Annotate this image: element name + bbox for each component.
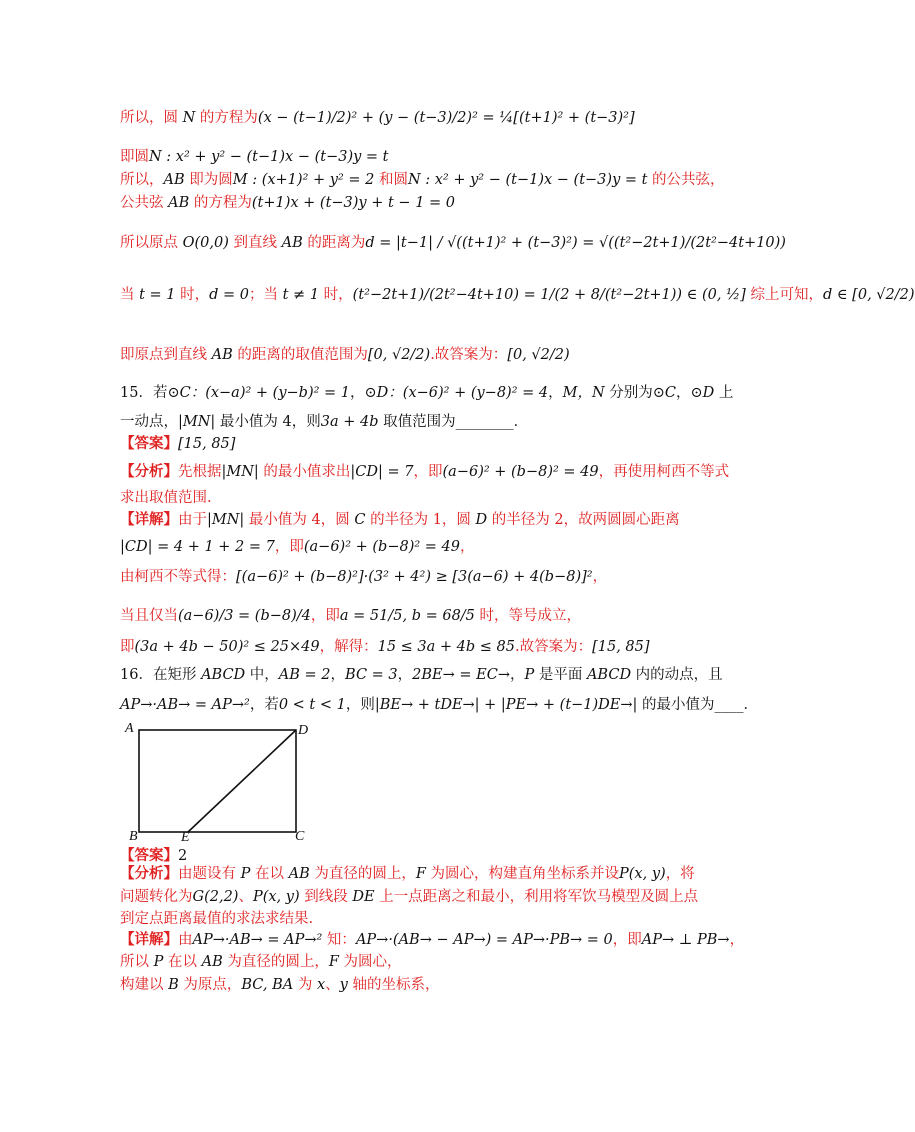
text-run: 时， [175, 287, 210, 303]
math-expression: ABCD [586, 667, 632, 683]
math-expression: a = 51/5, b = 68/5 [339, 608, 475, 624]
text-run: .故答案为： [430, 347, 508, 363]
text-run: 为圆心，构建直角坐标系并设 [425, 866, 620, 882]
math-expression: AB [211, 347, 233, 363]
section-tag: 【分析】 [120, 463, 178, 480]
text-run: 综上可知， [745, 287, 823, 303]
math-expression: d ∈ [0, √2/2) [822, 287, 915, 303]
math-expression: x [316, 977, 326, 993]
text-run: 的方程为 [195, 110, 258, 126]
text-run: 即为圆 [184, 172, 233, 188]
text-line [120, 383, 734, 403]
text-run: ， [509, 667, 525, 683]
math-expression: 2BE→ = EC→ [412, 667, 510, 683]
text-line [120, 488, 680, 508]
math-expression: t ≠ 1 [282, 287, 320, 303]
math-expression: |CD| = 7 [350, 464, 414, 480]
math-expression: [(a−6)² + (b−8)²]·(3² + 4²) ≥ [3(a−6) + 4(b−8)]² [236, 569, 593, 585]
text-run: 取值范围为________． [378, 414, 529, 430]
text-run: 所以原点 [120, 235, 183, 251]
label-d: D [298, 723, 309, 738]
math-expression: AB [163, 172, 185, 188]
math-expression: (a−6)/3 = (b−8)/4 [178, 608, 311, 624]
text-line [120, 412, 680, 432]
text-run: 在以 [250, 866, 289, 882]
text-run: 知： [322, 932, 356, 948]
text-run: 为 [293, 977, 317, 993]
math-expression: AB = 2 [278, 667, 331, 683]
math-expression: d = 0 [209, 287, 250, 303]
math-expression: AP→·(AB→ − AP→) = AP→·PB→ = 0 [355, 932, 613, 948]
text-run: 15．若 [120, 385, 168, 401]
label-e: E [181, 830, 190, 845]
text-run: 问题转化为 [120, 889, 193, 905]
text-run: ，即 [310, 608, 340, 624]
text-line [120, 193, 680, 213]
text-run: 由柯西不等式得： [120, 569, 236, 585]
math-expression: P [240, 866, 251, 882]
text-line [120, 285, 915, 305]
label-b: B [129, 829, 138, 844]
text-run: 的距离的取值范围为 [232, 347, 368, 363]
text-run: 在以 [163, 954, 202, 970]
text-line [120, 567, 680, 587]
math-expression: ABCD [201, 667, 246, 683]
math-expression: P(x, y) [619, 866, 666, 882]
text-run: 到直线 [228, 235, 282, 251]
text-run: 由题设有 [178, 866, 241, 882]
math-expression: [0, √2/2) [367, 347, 431, 363]
label-c: C [295, 829, 305, 844]
math-expression: 15 ≤ 3a + 4b ≤ 85 [377, 639, 515, 655]
text-line [120, 930, 745, 950]
text-run: ，即 [413, 464, 443, 480]
text-line [120, 345, 680, 365]
math-expression: BC = 3 [345, 667, 398, 683]
math-expression: t = 1 [139, 287, 176, 303]
text-run: ， [592, 569, 608, 585]
math-expression: ⊙D：(x−6)² + (y−8)² = 4 [364, 385, 549, 401]
text-run: 的半径为 2，故两圆圆心距离 [487, 512, 680, 528]
math-expression: M，N [562, 385, 605, 401]
math-expression: d = |t−1| / √((t+1)² + (t−3)²) = √((t²−2t+1)/(2t²−4t+10)) [365, 235, 786, 251]
text-run: 轴的坐标系， [347, 977, 440, 993]
text-line [120, 887, 699, 907]
math-expression: |BE→ + tDE→| + |PE→ + (t−1)DE→| [374, 697, 638, 713]
text-run: 上一点距离之和最小，利用将军饮马模型及圆上点 [374, 889, 699, 905]
rectangle-abcd [139, 730, 296, 832]
math-expression: (a−6)² + (b−8)² = 49 [442, 464, 599, 480]
math-expression: |MN| [207, 512, 245, 528]
text-run: ， [548, 385, 563, 401]
math-expression: C [354, 512, 366, 528]
text-run: 2 [178, 848, 188, 864]
math-expression: AB [288, 866, 310, 882]
math-expression: (x − (t−1)/2)² + (y − (t−3)/2)² = ¼[(t+1)² + (t−3)²] [257, 110, 635, 126]
text-run: 时， [319, 287, 353, 303]
text-run: 分别为 [604, 385, 653, 401]
text-run: 求出取值范围. [120, 490, 212, 506]
text-line [120, 665, 723, 685]
text-run: 所以 [120, 954, 154, 970]
text-line [120, 510, 680, 530]
text-run: 为原点， [178, 977, 242, 993]
math-expression: AB [201, 954, 223, 970]
math-expression: (3a + 4b − 50)² ≤ 25×49 [134, 639, 320, 655]
math-expression: ⊙C：(x−a)² + (y−b)² = 1 [167, 385, 351, 401]
text-run: 先根据 [178, 464, 222, 480]
text-line [120, 434, 680, 454]
text-run: ， [676, 385, 691, 401]
math-expression: [15, 85] [178, 436, 236, 452]
math-expression: |CD| = 4 + 1 + 2 = 7 [120, 539, 275, 555]
text-run: 16．在矩形 [120, 667, 202, 683]
text-line [120, 909, 680, 929]
text-line [120, 108, 680, 128]
text-line [120, 695, 759, 715]
math-expression: 0 < t < 1 [278, 697, 346, 713]
text-run: 即 [120, 639, 135, 655]
text-line [120, 864, 695, 884]
text-run: 内的动点，且 [631, 667, 723, 683]
text-run: 到定点距离最值的求法求结果. [120, 911, 314, 927]
text-run: 所以， [120, 172, 164, 188]
text-run: 最小值为 4，圆 [244, 512, 355, 528]
text-line [120, 606, 680, 626]
math-expression: AB [281, 235, 303, 251]
text-run: 的半径为 1，圆 [365, 512, 476, 528]
text-run: ， [330, 667, 346, 683]
text-line [120, 170, 725, 190]
text-run: 的距离为 [302, 235, 366, 251]
text-run: 一动点， [120, 414, 178, 430]
text-run: 的最小值求出 [258, 464, 351, 480]
section-tag: 【答案】 [120, 435, 178, 452]
math-expression: 3a + 4b [320, 414, 379, 430]
math-expression: |MN| [178, 414, 216, 430]
segment-de [188, 730, 296, 832]
math-expression: AP→ ⊥ PB→ [641, 932, 730, 948]
section-tag: 【详解】 [120, 931, 178, 948]
text-line [120, 975, 680, 995]
text-run: ， [350, 385, 365, 401]
text-line [120, 462, 730, 482]
rectangle-abcd-figure [125, 720, 325, 845]
text-run: 为直径的圆上， [222, 954, 329, 970]
math-expression: N : x² + y² − (t−1)x − (t−3)y = t [149, 149, 389, 165]
math-expression: M : (x+1)² + y² = 2 [232, 172, 375, 188]
text-run: ，再使用柯西不等式 [598, 464, 730, 480]
text-run: 上 [714, 385, 734, 401]
text-run: .故答案为： [515, 639, 593, 655]
math-expression: F [415, 866, 426, 882]
text-run: ，即 [612, 932, 642, 948]
math-expression: G(2,2) [192, 889, 239, 905]
text-line [120, 233, 786, 253]
text-run: 、 [325, 977, 340, 993]
math-expression: P [524, 667, 535, 683]
text-run: 公共弦 [120, 195, 169, 211]
text-run: 即圆 [120, 149, 149, 165]
math-expression: (a−6)² + (b−8)² = 49 [303, 539, 460, 555]
text-run: ， [397, 667, 413, 683]
text-run: 的方程为 [189, 195, 252, 211]
text-run: 为圆心， [338, 954, 402, 970]
text-run: 由 [178, 932, 193, 948]
text-run: ，将 [665, 866, 695, 882]
math-expression: [15, 85] [592, 639, 650, 655]
text-run: 最小值为 4，则 [215, 414, 321, 430]
text-run: 中， [245, 667, 279, 683]
label-a: A [125, 721, 134, 736]
text-run: ， [460, 539, 475, 555]
math-expression: AP→·AB→ = AP→² [192, 932, 323, 948]
text-line [120, 147, 680, 167]
text-line [120, 846, 680, 866]
text-run: 构建以 [120, 977, 169, 993]
text-line [120, 637, 680, 657]
math-expression: ⊙C [652, 385, 677, 401]
text-run: 时，等号成立， [474, 608, 582, 624]
math-expression: P [153, 954, 164, 970]
math-expression: AP→·AB→ = AP→² [120, 697, 250, 713]
math-expression: (t+1)x + (t−3)y + t − 1 = 0 [251, 195, 456, 211]
text-run: 即原点到直线 [120, 347, 212, 363]
text-run: 当且仅当 [120, 608, 178, 624]
math-expression: F [328, 954, 339, 970]
section-tag: 【答案】 [120, 847, 178, 864]
text-line [120, 537, 680, 557]
text-run: 的最小值为____． [637, 697, 759, 713]
text-run: ， [729, 932, 745, 948]
text-run: 所以，圆 [120, 110, 183, 126]
text-run: ，即 [274, 539, 304, 555]
text-run: 由于 [178, 512, 207, 528]
text-run: 到线段 [299, 889, 353, 905]
math-expression: |MN| [221, 464, 259, 480]
text-run: 当 [120, 287, 140, 303]
math-expression: (t²−2t+1)/(2t²−4t+10) = 1/(2 + 8/(t²−2t+1)) ∈ (0, ½] [352, 287, 746, 303]
text-run: ；当 [249, 287, 283, 303]
math-expression: BC, BA [241, 977, 294, 993]
text-run: 的公共弦， [647, 172, 725, 188]
text-line [120, 952, 680, 972]
math-expression: [0, √2/2) [507, 347, 570, 363]
math-expression: P(x, y) [252, 889, 300, 905]
text-run: 为直径的圆上， [309, 866, 416, 882]
text-run: 是平面 [534, 667, 587, 683]
section-tag: 【分析】 [120, 865, 178, 882]
text-run: ，解得： [319, 639, 378, 655]
text-run: 、 [238, 889, 253, 905]
text-run: ，若 [249, 697, 279, 713]
math-expression: B [168, 977, 179, 993]
math-expression: D [475, 512, 488, 528]
math-expression: AB [168, 195, 190, 211]
section-tag: 【详解】 [120, 511, 178, 528]
text-run: 和圆 [374, 172, 408, 188]
math-expression: y [339, 977, 348, 993]
math-expression: N : x² + y² − (t−1)x − (t−3)y = t [407, 172, 648, 188]
math-expression: DE [352, 889, 375, 905]
math-expression: ⊙D [690, 385, 715, 401]
math-expression: N [182, 110, 196, 126]
math-expression: O(0,0) [182, 235, 229, 251]
text-run: ，则 [345, 697, 375, 713]
